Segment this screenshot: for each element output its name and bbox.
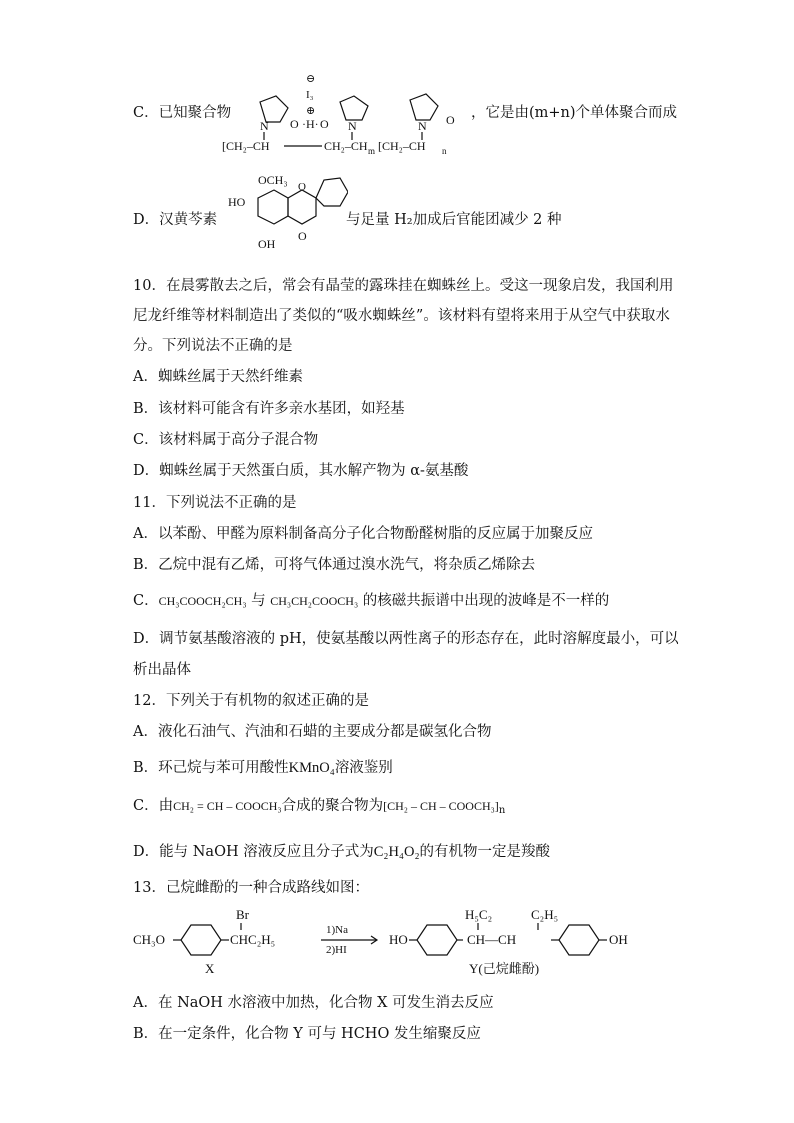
q13-option-a: A．在 NaOH 水溶液中加热，化合物 X 可发生消去反应 <box>133 995 494 1011</box>
q11-option-b: B．乙烷中混有乙烯，可将气体通过溴水洗气，将杂质乙烯除去 <box>133 557 536 573</box>
y-chch: CH—CH <box>467 932 517 947</box>
q11c-formula-1: CH₃COOCH₂CH₃ <box>158 594 247 608</box>
benzene-ring-a <box>258 190 288 224</box>
q11-stem: 11．下列说法不正确的是 <box>133 495 297 511</box>
q9d-prefix: D．汉黄芩素 <box>133 212 218 228</box>
q12-option-b <box>133 758 393 778</box>
q9c-polymer-structure <box>222 68 472 158</box>
q12b-suffix: 溶液鉴别 <box>334 760 393 776</box>
oh-bottom-label: OH <box>258 237 276 251</box>
q13-option-b: B．在一定条件，化合物 Y 可与 HCHO 发生缩聚反应 <box>133 1026 481 1042</box>
q12-option-a: A．液化石油气、汽油和石蜡的主要成分都是碳氢化合物 <box>133 724 492 740</box>
q12-stem: 12．下列关于有机物的叙述正确的是 <box>133 693 369 709</box>
y-benzene-ring-right <box>559 925 599 955</box>
charge-plus: ⊕ <box>306 105 316 117</box>
q11-option-d-line1: D．调节氨基酸溶液的 pH，使氨基酸以两性离子的形态存在，此时溶解度最小，可以 <box>133 631 679 647</box>
x-chc2h5: CHC₂H₅ <box>230 932 276 947</box>
q13-stem: 13．己烷雌酚的一种合成路线如图： <box>133 880 369 896</box>
q12c-polymer: [CH₂ – CH – COOCH₃] <box>383 799 499 813</box>
o-atom-3: O <box>446 113 455 127</box>
pyrrolidone-ring-3 <box>410 94 438 120</box>
n-atom-3: N <box>418 119 427 133</box>
y-ho: HO <box>389 932 408 947</box>
x-ch3o: CH₃O <box>133 932 165 947</box>
q9c-prefix: C．已知聚合物 <box>133 105 232 121</box>
n-atom-1: N <box>260 119 269 133</box>
q9d-suffix: 与足量 H₂加成后官能团减少 2 种 <box>346 212 562 228</box>
i3-label: I₃ <box>306 89 314 101</box>
ring-o-label: O <box>298 181 306 193</box>
q9c-suffix: ，它是由(m+n)个单体聚合而成 <box>471 105 678 121</box>
h-bridge: ·H· <box>302 117 319 131</box>
q10-option-c: C．该材料属于高分子混合物 <box>133 432 319 448</box>
pyrrolidone-ring-2 <box>340 96 368 120</box>
x-benzene-ring <box>181 925 221 955</box>
chain-segment-3: [CH₂–CH <box>378 139 426 153</box>
q12d-prefix: D．能与 NaOH 溶液反应且分子式为 <box>133 844 374 860</box>
q12c-monomer: CH₂ = CH – COOCH₃ <box>173 799 282 813</box>
q12c-mid: 合成的聚合物为 <box>281 798 384 814</box>
q10-option-a: A．蜘蛛丝属于天然纤维素 <box>133 369 303 385</box>
q12b-formula: KMnO₄ <box>288 760 335 776</box>
ho-left-label: HO <box>228 195 246 209</box>
phenyl-ring <box>316 178 348 206</box>
q12b-prefix: B．环己烷与苯可用酸性 <box>133 760 289 776</box>
q12c-prefix: C．由 <box>133 798 174 814</box>
carbonyl-o-label: O <box>298 229 307 243</box>
q13-synthesis-route <box>133 905 653 980</box>
q11-option-c <box>133 591 609 611</box>
q10-stem-line3: 分。下列说法不正确的是 <box>133 338 293 354</box>
subscript-m: m <box>368 146 376 156</box>
q12d-suffix: 的有机物一定是羧酸 <box>419 844 550 860</box>
och3-label: OCH₃ <box>258 173 288 187</box>
q10-stem-line2: 尼龙纤维等材料制造出了类似的“吸水蜘蛛丝”。该材料有望将来用于从空气中获取水 <box>133 308 670 324</box>
q11c-formula-2: CH₃CH₂COOCH₃ <box>270 594 359 608</box>
q11-option-a: A．以苯酚、甲醛为原料制备高分子化合物酚醛树脂的反应属于加聚反应 <box>133 526 593 542</box>
q12d-formula: C₂H₄O₂ <box>373 844 420 860</box>
q10-option-d: D．蜘蛛丝属于天然蛋白质，其水解产物为 α-氨基酸 <box>133 463 469 479</box>
q12c-subscript-n: n <box>498 805 506 816</box>
wogonin-structure <box>228 168 348 258</box>
q11c-prefix: C． <box>133 593 159 609</box>
arrow-top-reagent: 1)Na <box>326 924 348 936</box>
y-oh: OH <box>609 932 628 947</box>
x-br: Br <box>236 907 249 922</box>
pyranone-ring-c <box>288 190 316 224</box>
o-atom-1: O <box>290 117 299 131</box>
y-label: Y(己烷雌酚) <box>469 961 540 976</box>
q10-option-b: B．该材料可能含有许多亲水基团，如羟基 <box>133 401 405 417</box>
y-h5c2: H₅C₂ <box>465 907 493 922</box>
subscript-n: n <box>442 146 447 156</box>
q12-option-c <box>133 796 505 821</box>
q11-option-d-line2: 析出晶体 <box>133 662 191 678</box>
arrow-bottom-reagent: 2)HI <box>326 944 347 956</box>
n-atom-2: N <box>348 119 357 133</box>
q11c-suffix: 的核磁共振谱中出现的波峰是不一样的 <box>358 593 610 609</box>
chain-segment-1: [CH₂–CH <box>222 139 270 153</box>
x-label: X <box>205 961 215 976</box>
q12-option-d <box>133 842 550 862</box>
q10-stem-line1: 10．在晨雾散去之后，常会有晶莹的露珠挂在蜘蛛丝上。受这一现象启发，我国利用 <box>133 278 674 294</box>
o-atom-2: O <box>320 117 329 131</box>
y-c2h5: C₂H₅ <box>531 907 559 922</box>
charge-minus: ⊖ <box>306 73 316 85</box>
chain-segment-2: CH₂–CH <box>324 139 368 153</box>
q11c-mid: 与 <box>246 593 271 609</box>
y-benzene-ring-left <box>417 925 457 955</box>
